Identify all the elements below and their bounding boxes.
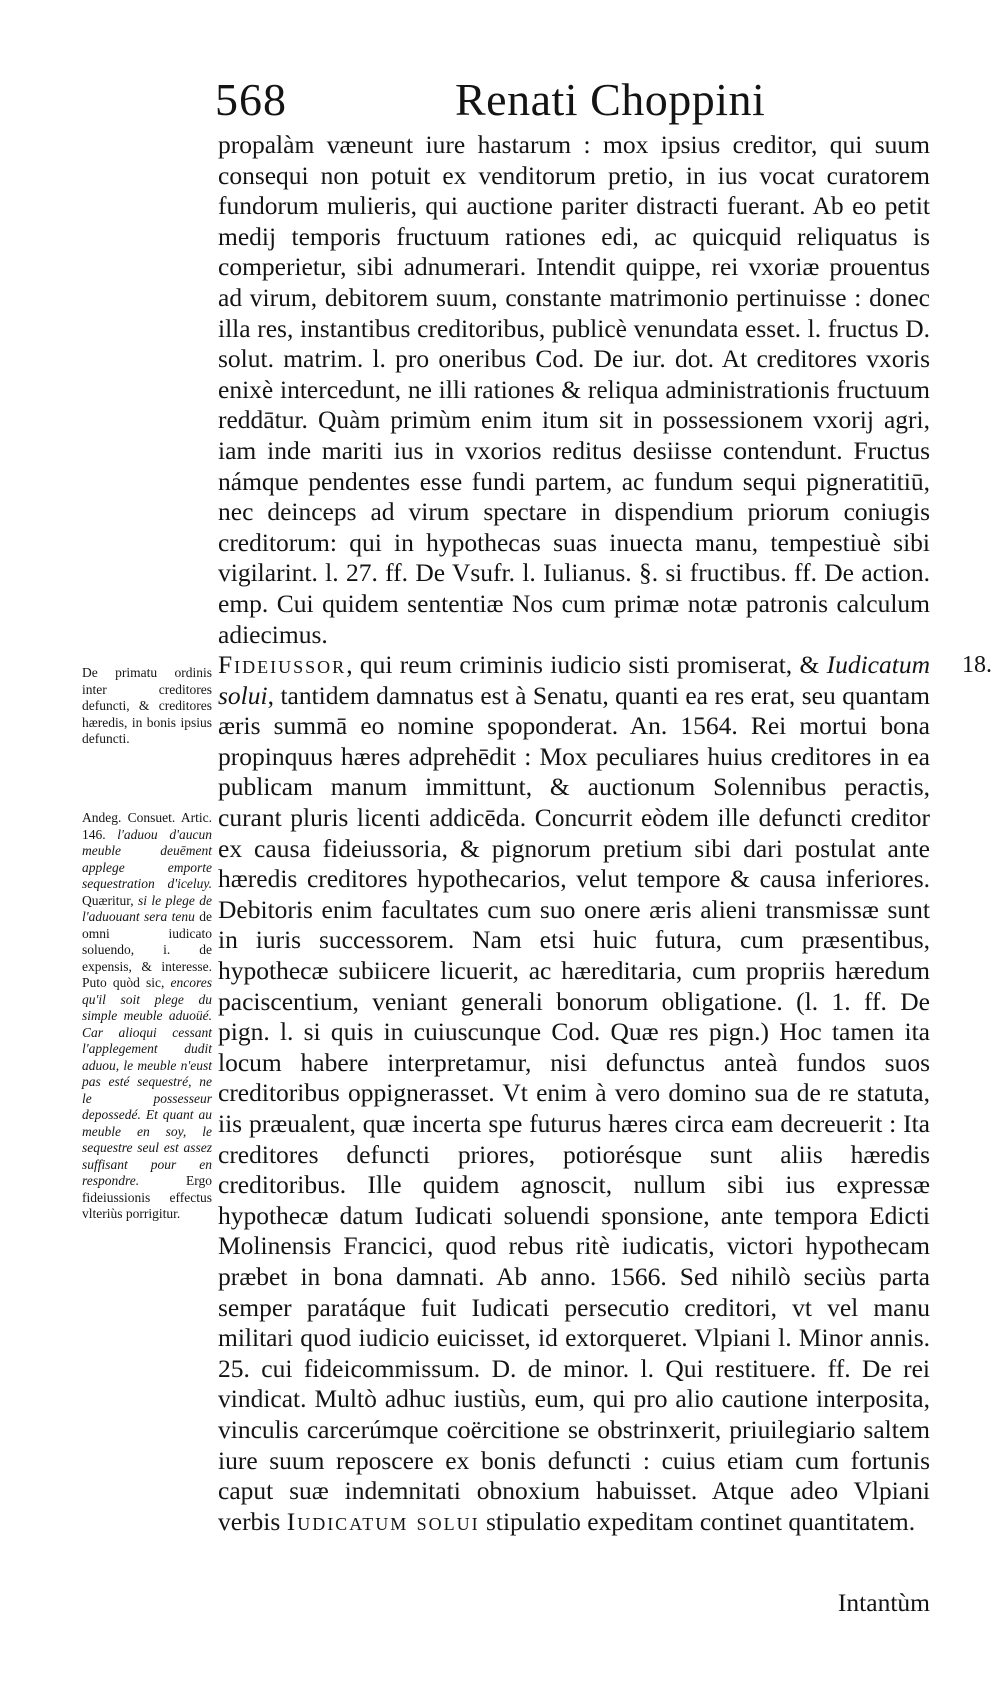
margin-note-2-citation: Andeg. Consuet. Artic. 146. [82,810,212,842]
paragraph-2-italic-phrase: Iudicatum solui [218,650,930,710]
section-number: 18. [962,652,992,678]
margin-note-2-latin-1: Quæritur, [82,892,138,908]
paragraph-2-text-b: , tantidem damnatus est à Senatu, quanti ea res erat, seu quantam æris summā eo nomine spoponderat. An. 1564. Rei mortui bona propinquus hæres adprehēdit : Mox peculiares huius creditores in ea publicam manum immittunt, & auctionum Solennibus peractis, curant pluris licenti addicēda. Concurrit eòdem ille defuncti creditor ex causa fideiussoria, & pignorum pretium sibi dari postulat ante hæredis creditores hypothecarios, velut tempore & causa inferiores. Debitoris enim facultates cum suo onere æris alieni transmissæ sunt in iuris successorem. Nam etsi huic futura, cum præsentibus, hypothecæ subiicere licuerit, ac hæreditaria, cum propriis hæredum paciscentium, veniant generali bonorum obligatione. (l. 1. ff. De pign. l. si quis in cuiuscunque Cod. Quæ res pign.) Hoc tamen ita locum habere interpretamur, nisi defunctus anteà fundos suos creditoribus oppignerasset. Vt enim à vero domino sua de re statuta, iis præualent, quæ incerta spe futurus hæres circa eam decreuerit : Ita creditores defuncti priores, potiorésque sunt aliis hæredis creditoribus. Ille quidem agnoscit, nullum sibi ius expressæ hypothecæ datum Iudicati soluendi sponsione, ante tempora Edicti Molinensis Francici, quod rebus ritè iudicatis, victori hypothecam præbet in bona damnati. Ab anno. 1566. Sed nihilò seciùs parta semper paratáque fuit Iudicati persecutio creditori, vt vel manu militari quod iudicio euicisset, id extorqueret. Vlpiani l. Minor annis. 25. cui fideicommissum. D. de minor. l. Qui restituere. ff. De rei vindicat. Multò adhuc iustiùs, eum, qui pro alio cautione interposita, vinculis carcerúmque coërcitione se obstrinxerit, priuilegiario saltem iure suum reposcere ex bonis defuncti : cuius etiam cum fortunis caput suæ indemnitati obnoxium habuisset. Atque adeo Vlpiani verbis [218,680,930,1536]
margin-note-2 [82,810,212,1223]
paragraph-2-text-c: stipulatio expeditam continet quantitatem. [479,1506,916,1536]
margin-note-2-french-3: encores qu'il soit plege du simple meuble aduoüé. Car alioqui cessant l'applegement dudit aduou, le meuble n'eust pas esté sequestré, ne le possesseur depossedé. Et quant au meuble en soy, le sequestre seul est assez suffisant pour en respondre. [82,975,212,1188]
catchword: Intantùm [837,1588,930,1617]
page-header [215,70,935,130]
page-number: 568 [215,74,287,125]
margin-note-2-french-1: l'aduou d'aucun meuble deuēment applege emporte sequestration d'iceluy. [82,826,212,891]
paragraph-1: propalàm væneunt iure hastarum : mox ipsius creditor, qui suum consequi non potuit ex venditorum pretio, in ius vocat curatorem fundorum mulieris, qui auctione pariter distracti fuerant. Ab eo petit medij temporis fructuum rationes edi, ac quicquid reliquatus is comperietur, sibi adnumerari. Intendit quippe, rei vxoriæ prouentus ad virum, debitorem suum, constante matrimonio pertinuisse : donec illa res, instantibus creditoribus, publicè venundata esset. l. fructus D. solut. matrim. l. pro oneribus Cod. De iur. dot. At creditores vxoris enixè intercedunt, ne illi rationes & reliqua administrationis fructuum reddātur. Quàm primùm enim itum sit in possessionem vxorij agri, iam inde mariti ius in vxorios reditus desiisse contendunt. Fructus námque pendentes esse fundi partem, ac fundum sequi pigneratitiū, nec deinceps ad virum spectare in dispendium priorum coniugis creditorum: qui in hypothecas suas inuecta manu, tempestiuè sibi vigilarint. l. 27. ff. De Vsufr. l. Iulianus. §. si fructibus. ff. De action. emp. Cui quidem sententiæ Nos cum primæ notæ patronis calculum adiecimus. [218,130,930,649]
running-head: Renati Choppini [455,74,766,125]
paragraph-2-lead-word: Fideiussor [218,650,347,680]
margin-note-2-latin-3: Ergo fideiussionis effectus vlteriùs porrigitur. [82,1173,212,1221]
margin-note-2-french-2: si le plege de l'aduouant sera tenu [82,892,212,924]
paragraph-2 [218,650,930,1537]
paragraph-2-text-a: , qui reum criminis iudicio sisti promiserat, & [346,650,827,680]
margin-note-1: De primatu ordinis inter creditores defuncti, & creditores hæredis, in bonis ipsius defuncti. [82,665,212,746]
paragraph-2-smallcaps-phrase: Iudicatum solui [286,1506,480,1536]
main-text [218,130,930,1537]
margin-note-2-latin-2: de omni iudicato soluendo, i. de expensis, & interesse. Puto quòd sic, [82,909,212,990]
